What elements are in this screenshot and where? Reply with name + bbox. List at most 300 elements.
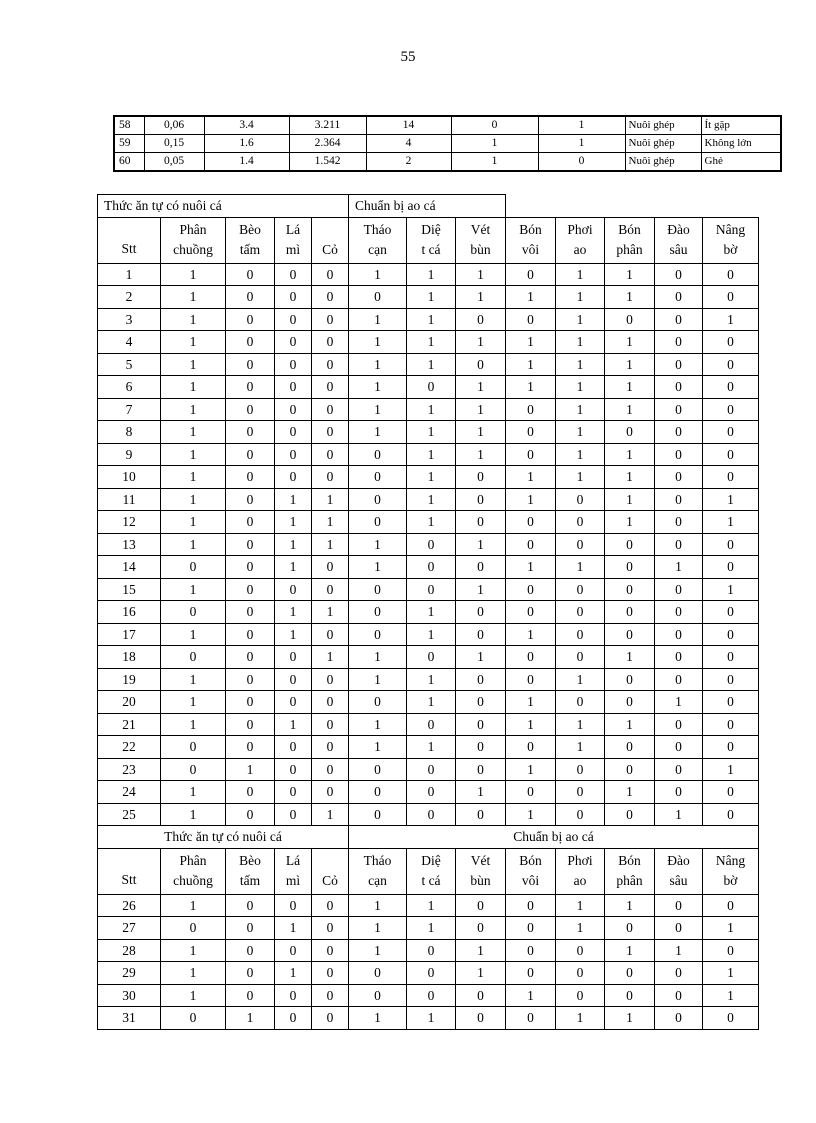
column-header-1: Phân chuồng <box>161 217 226 263</box>
table-cell: 0 <box>226 917 275 940</box>
table-cell: 1 <box>407 353 456 376</box>
table-cell: 0 <box>605 917 655 940</box>
table-cell: 1 <box>456 376 506 399</box>
table-cell: 23 <box>98 758 161 781</box>
table-cell: 0 <box>349 781 407 804</box>
table-cell: 1 <box>506 376 556 399</box>
table-cell: 1 <box>407 691 456 714</box>
table-row <box>98 803 759 826</box>
table-cell: 0 <box>655 443 703 466</box>
top-table-cell: 14 <box>366 116 451 135</box>
table-cell: 0 <box>275 286 312 309</box>
table-cell: 0 <box>312 894 349 917</box>
table-cell: 1 <box>312 511 349 534</box>
table-cell: 1 <box>556 331 605 354</box>
top-table-cell: 58 <box>114 116 144 135</box>
table-cell: 1 <box>349 939 407 962</box>
group-title-feed: Thức ăn tự có nuôi cá <box>98 195 349 218</box>
column-header-2: Bèo tấm <box>226 217 275 263</box>
table-row <box>98 713 759 736</box>
table-cell: 0 <box>655 894 703 917</box>
group-title-pond-prep: Chuẩn bị ao cá <box>349 826 759 849</box>
table-cell: 0 <box>556 533 605 556</box>
table-cell: 1 <box>161 578 226 601</box>
table-cell: 0 <box>655 263 703 286</box>
table-cell: 0 <box>703 668 759 691</box>
table-cell: 0 <box>275 263 312 286</box>
table-cell: 1 <box>275 713 312 736</box>
table-cell: 0 <box>655 713 703 736</box>
table-row <box>98 286 759 309</box>
table-cell: 11 <box>98 488 161 511</box>
table-cell: 0 <box>556 803 605 826</box>
top-table-cell: 59 <box>114 135 144 153</box>
table-cell: 1 <box>349 556 407 579</box>
table-cell: 1 <box>275 511 312 534</box>
table-cell: 1 <box>161 962 226 985</box>
table-cell: 0 <box>655 623 703 646</box>
table-cell: 16 <box>98 601 161 624</box>
table-cell: 0 <box>703 398 759 421</box>
table-row <box>98 376 759 399</box>
table-cell: 1 <box>456 781 506 804</box>
table-cell: 1 <box>349 713 407 736</box>
table-cell: 0 <box>605 962 655 985</box>
table-cell: 0 <box>456 601 506 624</box>
table-cell: 1 <box>456 263 506 286</box>
table-cell: 1 <box>605 443 655 466</box>
table-cell: 1 <box>407 331 456 354</box>
table-cell: 1 <box>456 398 506 421</box>
column-header-2: Bèo tấm <box>226 848 275 894</box>
table-cell: 0 <box>349 488 407 511</box>
table-cell: 0 <box>275 376 312 399</box>
table-cell: 15 <box>98 578 161 601</box>
table-cell: 1 <box>605 781 655 804</box>
column-header-6: Diệ t cá <box>407 848 456 894</box>
top-table-cell: Không lớn <box>701 135 781 153</box>
table-row <box>98 646 759 669</box>
table-cell: 0 <box>312 578 349 601</box>
table-cell: 1 <box>349 917 407 940</box>
table-cell: 0 <box>703 421 759 444</box>
table-cell: 0 <box>703 781 759 804</box>
table-cell: 0 <box>703 736 759 759</box>
table-cell: 0 <box>556 758 605 781</box>
column-header-7: Vét bùn <box>456 217 506 263</box>
table-cell: 0 <box>556 646 605 669</box>
table-cell: 1 <box>456 533 506 556</box>
table-row <box>98 578 759 601</box>
table-cell: 1 <box>703 984 759 1007</box>
table-cell: 0 <box>456 713 506 736</box>
table-cell: 0 <box>275 443 312 466</box>
table-cell: 0 <box>349 511 407 534</box>
table-cell: 0 <box>226 376 275 399</box>
table-cell: 1 <box>456 443 506 466</box>
table-cell: 1 <box>161 263 226 286</box>
table-cell: 1 <box>161 331 226 354</box>
table-cell: 0 <box>506 263 556 286</box>
table-cell: 0 <box>703 376 759 399</box>
top-table-cell: Nuôi ghép <box>625 135 701 153</box>
column-header-8: Bón vôi <box>506 217 556 263</box>
table-cell: 1 <box>161 376 226 399</box>
table-cell: 1 <box>556 668 605 691</box>
table-cell: 0 <box>226 713 275 736</box>
table-row <box>98 736 759 759</box>
table-cell: 1 <box>556 1007 605 1030</box>
table-cell: 0 <box>275 331 312 354</box>
table-cell: 0 <box>226 939 275 962</box>
table-cell: 1 <box>556 353 605 376</box>
table-cell: 0 <box>349 984 407 1007</box>
table-cell: 1 <box>407 398 456 421</box>
table-cell: 0 <box>506 668 556 691</box>
table-cell: 0 <box>605 668 655 691</box>
table-cell: 1 <box>655 556 703 579</box>
table-cell: 0 <box>312 398 349 421</box>
table-cell: 0 <box>226 894 275 917</box>
table-cell: 1 <box>161 421 226 444</box>
table-cell: 0 <box>605 533 655 556</box>
table-cell: 0 <box>226 308 275 331</box>
table-cell: 1 <box>161 623 226 646</box>
table-cell: 1 <box>506 286 556 309</box>
table-cell: 0 <box>605 601 655 624</box>
table-cell: 0 <box>456 894 506 917</box>
table-cell: 1 <box>312 488 349 511</box>
table-cell: 0 <box>506 939 556 962</box>
table-cell: 9 <box>98 443 161 466</box>
table-row <box>98 488 759 511</box>
table-row <box>98 917 759 940</box>
top-table-cell: 1 <box>451 153 538 172</box>
table-cell: 0 <box>407 758 456 781</box>
table-cell: 0 <box>275 758 312 781</box>
table-cell: 0 <box>312 286 349 309</box>
column-header-12: Nâng bờ <box>703 848 759 894</box>
table-cell: 0 <box>312 331 349 354</box>
table-cell: 1 <box>506 353 556 376</box>
table-cell: 0 <box>456 803 506 826</box>
table-cell: 0 <box>349 578 407 601</box>
table-cell: 0 <box>312 1007 349 1030</box>
table-row <box>98 1007 759 1030</box>
table-cell: 6 <box>98 376 161 399</box>
table-cell: 0 <box>703 443 759 466</box>
column-header-10: Bón phân <box>605 217 655 263</box>
top-table-cell: 1 <box>451 135 538 153</box>
table-cell: 0 <box>226 803 275 826</box>
table-cell: 0 <box>407 713 456 736</box>
table-cell: 0 <box>703 286 759 309</box>
table-cell: 0 <box>275 646 312 669</box>
group-header-row <box>98 195 759 218</box>
table-cell: 0 <box>456 353 506 376</box>
table-cell: 0 <box>407 376 456 399</box>
table-cell: 0 <box>456 466 506 489</box>
table-cell: 1 <box>556 894 605 917</box>
table-cell: 1 <box>556 263 605 286</box>
table-cell: 1 <box>506 623 556 646</box>
table-cell: 0 <box>556 578 605 601</box>
table-cell: 0 <box>226 556 275 579</box>
table-cell: 0 <box>407 939 456 962</box>
table-cell: 0 <box>349 623 407 646</box>
table-cell: 1 <box>275 601 312 624</box>
table-row <box>98 421 759 444</box>
table-cell: 0 <box>703 803 759 826</box>
page-number: 55 <box>400 49 416 65</box>
table-cell: 0 <box>655 984 703 1007</box>
table-cell: 1 <box>161 803 226 826</box>
table-cell: 0 <box>703 894 759 917</box>
table-cell: 1 <box>556 466 605 489</box>
table-cell: 1 <box>312 533 349 556</box>
table-row <box>98 894 759 917</box>
table-cell: 0 <box>456 308 506 331</box>
table-cell: 1 <box>312 646 349 669</box>
table-cell: 1 <box>556 376 605 399</box>
table-row <box>98 398 759 421</box>
table-cell: 0 <box>226 353 275 376</box>
column-header-12: Nâng bờ <box>703 217 759 263</box>
table-cell: 1 <box>161 511 226 534</box>
table-cell: 0 <box>556 511 605 534</box>
table-cell: 1 <box>506 466 556 489</box>
table-cell: 0 <box>506 736 556 759</box>
table-cell: 1 <box>349 646 407 669</box>
table-cell: 0 <box>407 781 456 804</box>
table-cell: 0 <box>506 894 556 917</box>
table-cell: 0 <box>605 421 655 444</box>
table-cell: 0 <box>605 308 655 331</box>
table-cell: 0 <box>506 421 556 444</box>
table-cell: 0 <box>655 331 703 354</box>
table-cell: 0 <box>655 917 703 940</box>
table-row <box>98 556 759 579</box>
column-header-9: Phơi ao <box>556 848 605 894</box>
table-cell: 1 <box>605 939 655 962</box>
table-cell: 0 <box>506 533 556 556</box>
table-cell: 0 <box>605 758 655 781</box>
table-cell: 1 <box>161 286 226 309</box>
table-cell: 0 <box>456 668 506 691</box>
table-cell: 0 <box>655 758 703 781</box>
table-cell: 1 <box>506 556 556 579</box>
table-cell: 0 <box>556 601 605 624</box>
table-cell: 0 <box>312 691 349 714</box>
table-cell: 0 <box>226 646 275 669</box>
table-cell: 0 <box>703 466 759 489</box>
empty-header-cell <box>506 195 759 218</box>
table-cell: 12 <box>98 511 161 534</box>
table-cell: 0 <box>226 466 275 489</box>
table-cell: 0 <box>275 894 312 917</box>
table-cell: 0 <box>655 308 703 331</box>
group-header-row <box>98 826 759 849</box>
table-cell: 0 <box>703 556 759 579</box>
column-header-9: Phơi ao <box>556 217 605 263</box>
column-header-5: Tháo cạn <box>349 848 407 894</box>
table-cell: 1 <box>605 466 655 489</box>
table-cell: 7 <box>98 398 161 421</box>
table-cell: 0 <box>312 556 349 579</box>
table-cell: 0 <box>226 263 275 286</box>
table-row <box>98 758 759 781</box>
table-cell: 1 <box>349 736 407 759</box>
table-cell: 24 <box>98 781 161 804</box>
table-cell: 1 <box>605 376 655 399</box>
table-cell: 0 <box>605 803 655 826</box>
table-cell: 0 <box>556 623 605 646</box>
table-cell: 1 <box>605 331 655 354</box>
table-cell: 0 <box>655 421 703 444</box>
table-cell: 30 <box>98 984 161 1007</box>
table-cell: 1 <box>275 488 312 511</box>
table-cell: 0 <box>312 984 349 1007</box>
table-cell: 1 <box>605 286 655 309</box>
table-cell: 0 <box>161 646 226 669</box>
table-cell: 1 <box>506 331 556 354</box>
table-cell: 0 <box>349 803 407 826</box>
table-cell: 0 <box>703 691 759 714</box>
table-cell: 0 <box>605 623 655 646</box>
table-cell: 1 <box>161 533 226 556</box>
table-cell: 1 <box>605 488 655 511</box>
table-cell: 1 <box>349 421 407 444</box>
table-cell: 1 <box>275 962 312 985</box>
table-cell: 0 <box>556 939 605 962</box>
table-row <box>98 781 759 804</box>
table-cell: 0 <box>312 917 349 940</box>
table-cell: 1 <box>161 668 226 691</box>
table-cell: 0 <box>506 646 556 669</box>
table-cell: 1 <box>456 331 506 354</box>
table-cell: 0 <box>226 736 275 759</box>
table-cell: 1 <box>161 466 226 489</box>
table-cell: 1 <box>407 623 456 646</box>
table-cell: 1 <box>655 939 703 962</box>
table-cell: 31 <box>98 1007 161 1030</box>
table-cell: 1 <box>349 308 407 331</box>
table-cell: 0 <box>506 511 556 534</box>
table-cell: 0 <box>226 443 275 466</box>
table-cell: 1 <box>349 398 407 421</box>
table-cell: 20 <box>98 691 161 714</box>
table-cell: 1 <box>506 713 556 736</box>
table-cell: 0 <box>349 758 407 781</box>
table-cell: 1 <box>407 894 456 917</box>
table-cell: 1 <box>349 353 407 376</box>
table-cell: 1 <box>605 646 655 669</box>
table-cell: 0 <box>226 962 275 985</box>
table-cell: 1 <box>556 736 605 759</box>
table-cell: 0 <box>407 578 456 601</box>
table-cell: 0 <box>655 646 703 669</box>
table-cell: 0 <box>226 601 275 624</box>
table-cell: 0 <box>506 601 556 624</box>
column-header-row <box>98 848 759 894</box>
table-cell: 0 <box>226 984 275 1007</box>
table-cell: 0 <box>556 781 605 804</box>
table-cell: 1 <box>456 421 506 444</box>
table-row <box>98 962 759 985</box>
table-cell: 1 <box>98 263 161 286</box>
table-cell: 0 <box>226 511 275 534</box>
table-cell: 0 <box>312 713 349 736</box>
table-cell: 0 <box>655 353 703 376</box>
top-table-cell: 1.6 <box>204 135 289 153</box>
table-cell: 1 <box>407 421 456 444</box>
column-header-4: Cỏ <box>312 848 349 894</box>
table-cell: 1 <box>407 511 456 534</box>
table-cell: 1 <box>226 758 275 781</box>
table-cell: 1 <box>161 894 226 917</box>
table-cell: 1 <box>161 308 226 331</box>
table-cell: 1 <box>556 556 605 579</box>
table-cell: 1 <box>161 781 226 804</box>
top-table-cell: 0,15 <box>144 135 204 153</box>
table-cell: 0 <box>556 691 605 714</box>
table-cell: 1 <box>456 646 506 669</box>
table-cell: 0 <box>655 578 703 601</box>
top-table-cell: 3.211 <box>289 116 366 135</box>
column-header-stt: Stt <box>98 848 161 894</box>
table-cell: 1 <box>349 533 407 556</box>
table-cell: 0 <box>703 263 759 286</box>
table-cell: 0 <box>275 398 312 421</box>
table-cell: 0 <box>312 353 349 376</box>
table-cell: 1 <box>556 286 605 309</box>
table-cell: 0 <box>506 308 556 331</box>
table-cell: 0 <box>226 623 275 646</box>
table-cell: 1 <box>407 488 456 511</box>
table-cell: 10 <box>98 466 161 489</box>
table-row <box>98 308 759 331</box>
table-cell: 0 <box>275 984 312 1007</box>
table-cell: 0 <box>605 578 655 601</box>
table-cell: 0 <box>655 962 703 985</box>
table-cell: 0 <box>407 803 456 826</box>
table-cell: 0 <box>161 1007 226 1030</box>
table-cell: 0 <box>456 917 506 940</box>
table-cell: 0 <box>407 646 456 669</box>
table-cell: 0 <box>456 691 506 714</box>
top-table-cell: 3.4 <box>204 116 289 135</box>
table-cell: 1 <box>226 1007 275 1030</box>
group-title-pond-prep: Chuẩn bị ao cá <box>349 195 506 218</box>
table-cell: 1 <box>703 511 759 534</box>
column-header-row <box>98 217 759 263</box>
group-title-feed: Thức ăn tự có nuôi cá <box>98 826 349 849</box>
table-cell: 1 <box>407 917 456 940</box>
table-cell: 0 <box>275 1007 312 1030</box>
table-cell: 1 <box>703 917 759 940</box>
table-cell: 0 <box>655 601 703 624</box>
table-cell: 0 <box>506 1007 556 1030</box>
table-cell: 5 <box>98 353 161 376</box>
table-row <box>98 353 759 376</box>
table-cell: 0 <box>226 421 275 444</box>
table-cell: 1 <box>312 601 349 624</box>
table-cell: 0 <box>161 601 226 624</box>
table-cell: 1 <box>349 376 407 399</box>
table-cell: 0 <box>703 601 759 624</box>
top-table-row <box>114 135 781 153</box>
table-cell: 0 <box>506 917 556 940</box>
